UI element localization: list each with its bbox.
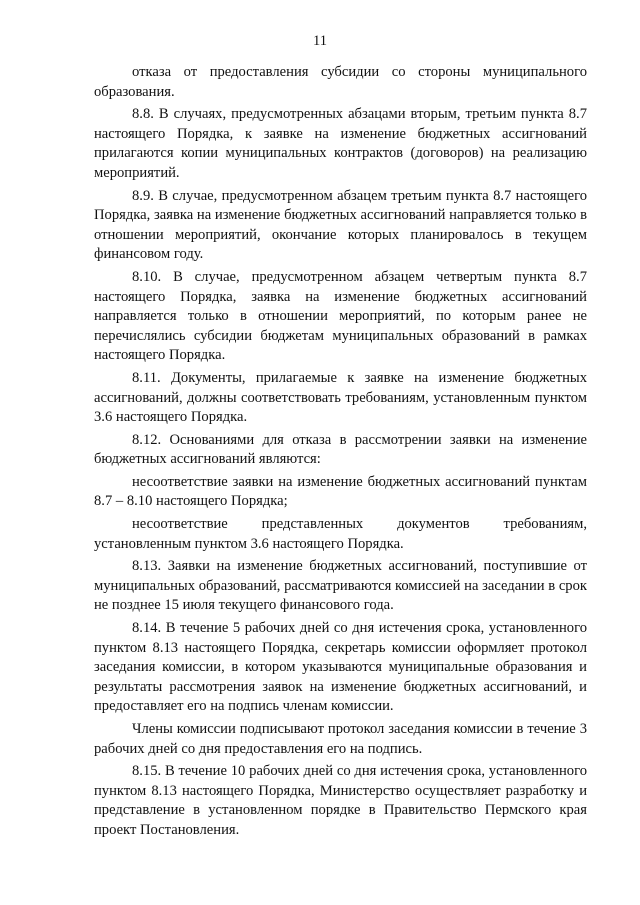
paragraph-8-15: 8.15. В течение 10 рабочих дней со дня истечения срока, установленного пунктом 8.13 настоящего Порядка, Министерство осуществляет разработку и представление в установленном порядке в Правительство Пермского края проект Постановления. <box>94 763 587 838</box>
paragraph-8-12-item-1: несоответствие заявки на изменение бюджетных ассигнований пунктам 8.7 – 8.10 настоящего Порядка; <box>94 473 587 510</box>
document-body <box>94 63 587 844</box>
paragraph-8-8: 8.8. В случаях, предусмотренных абзацами вторым, третьим пункта 8.7 настоящего Порядка, к заявке на изменение бюджетных ассигнований прилагаются копии муниципальных контрактов (договоров) на реализацию мероприятий. <box>94 106 587 181</box>
paragraph-8-12-item-2: несоответствие представленных документов требованиям, установленным пунктом 3.6 настоящего Порядка. <box>94 516 587 552</box>
paragraph-8-11: 8.11. Документы, прилагаемые к заявке на изменение бюджетных ассигнований, должны соответствовать требованиям, установленным пунктом 3.6 настоящего Порядка. <box>94 369 587 426</box>
paragraph-8-13: 8.13. Заявки на изменение бюджетных ассигнований, поступившие от муниципальных образований, рассматриваются комиссией на заседании в срок не позднее 15 июля текущего финансового года. <box>94 558 587 614</box>
paragraph-8-9: 8.9. В случае, предусмотренном абзацем третьим пункта 8.7 настоящего Порядка, заявка на изменение бюджетных ассигнований направляется только в отношении мероприятий, окончание которых планировалось в текущем финансовом году. <box>94 187 587 263</box>
page-number: 11 <box>313 33 327 49</box>
paragraph-8-14: 8.14. В течение 5 рабочих дней со дня истечения срока, установленного пунктом 8.13 настоящего Порядка, секретарь комиссии оформляет протокол заседания комиссии, в котором указываются муниципальные образования и результаты рассмотрения заявок на изменение бюджетных ассигнований, и предоставляет его на подпись членам комиссии. <box>94 620 587 715</box>
paragraph: отказа от предоставления субсидии со стороны муниципального образования. <box>94 64 587 100</box>
paragraph-members-sign: Члены комиссии подписывают протокол заседания комиссии в течение 3 рабочих дней со дня предоставления его на подпись. <box>94 721 587 757</box>
paragraph-8-12: 8.12. Основаниями для отказа в рассмотрении заявки на изменение бюджетных ассигнований являются: <box>94 431 587 468</box>
paragraph-8-10: 8.10. В случае, предусмотренном абзацем четвертым пункта 8.7 настоящего Порядка, заявка на изменение бюджетных ассигнований направляется только в отношении мероприятий, по которым ранее не перечислялись субсидии бюджетам муниципальных образований в рамках настоящего Порядка. <box>94 268 587 364</box>
